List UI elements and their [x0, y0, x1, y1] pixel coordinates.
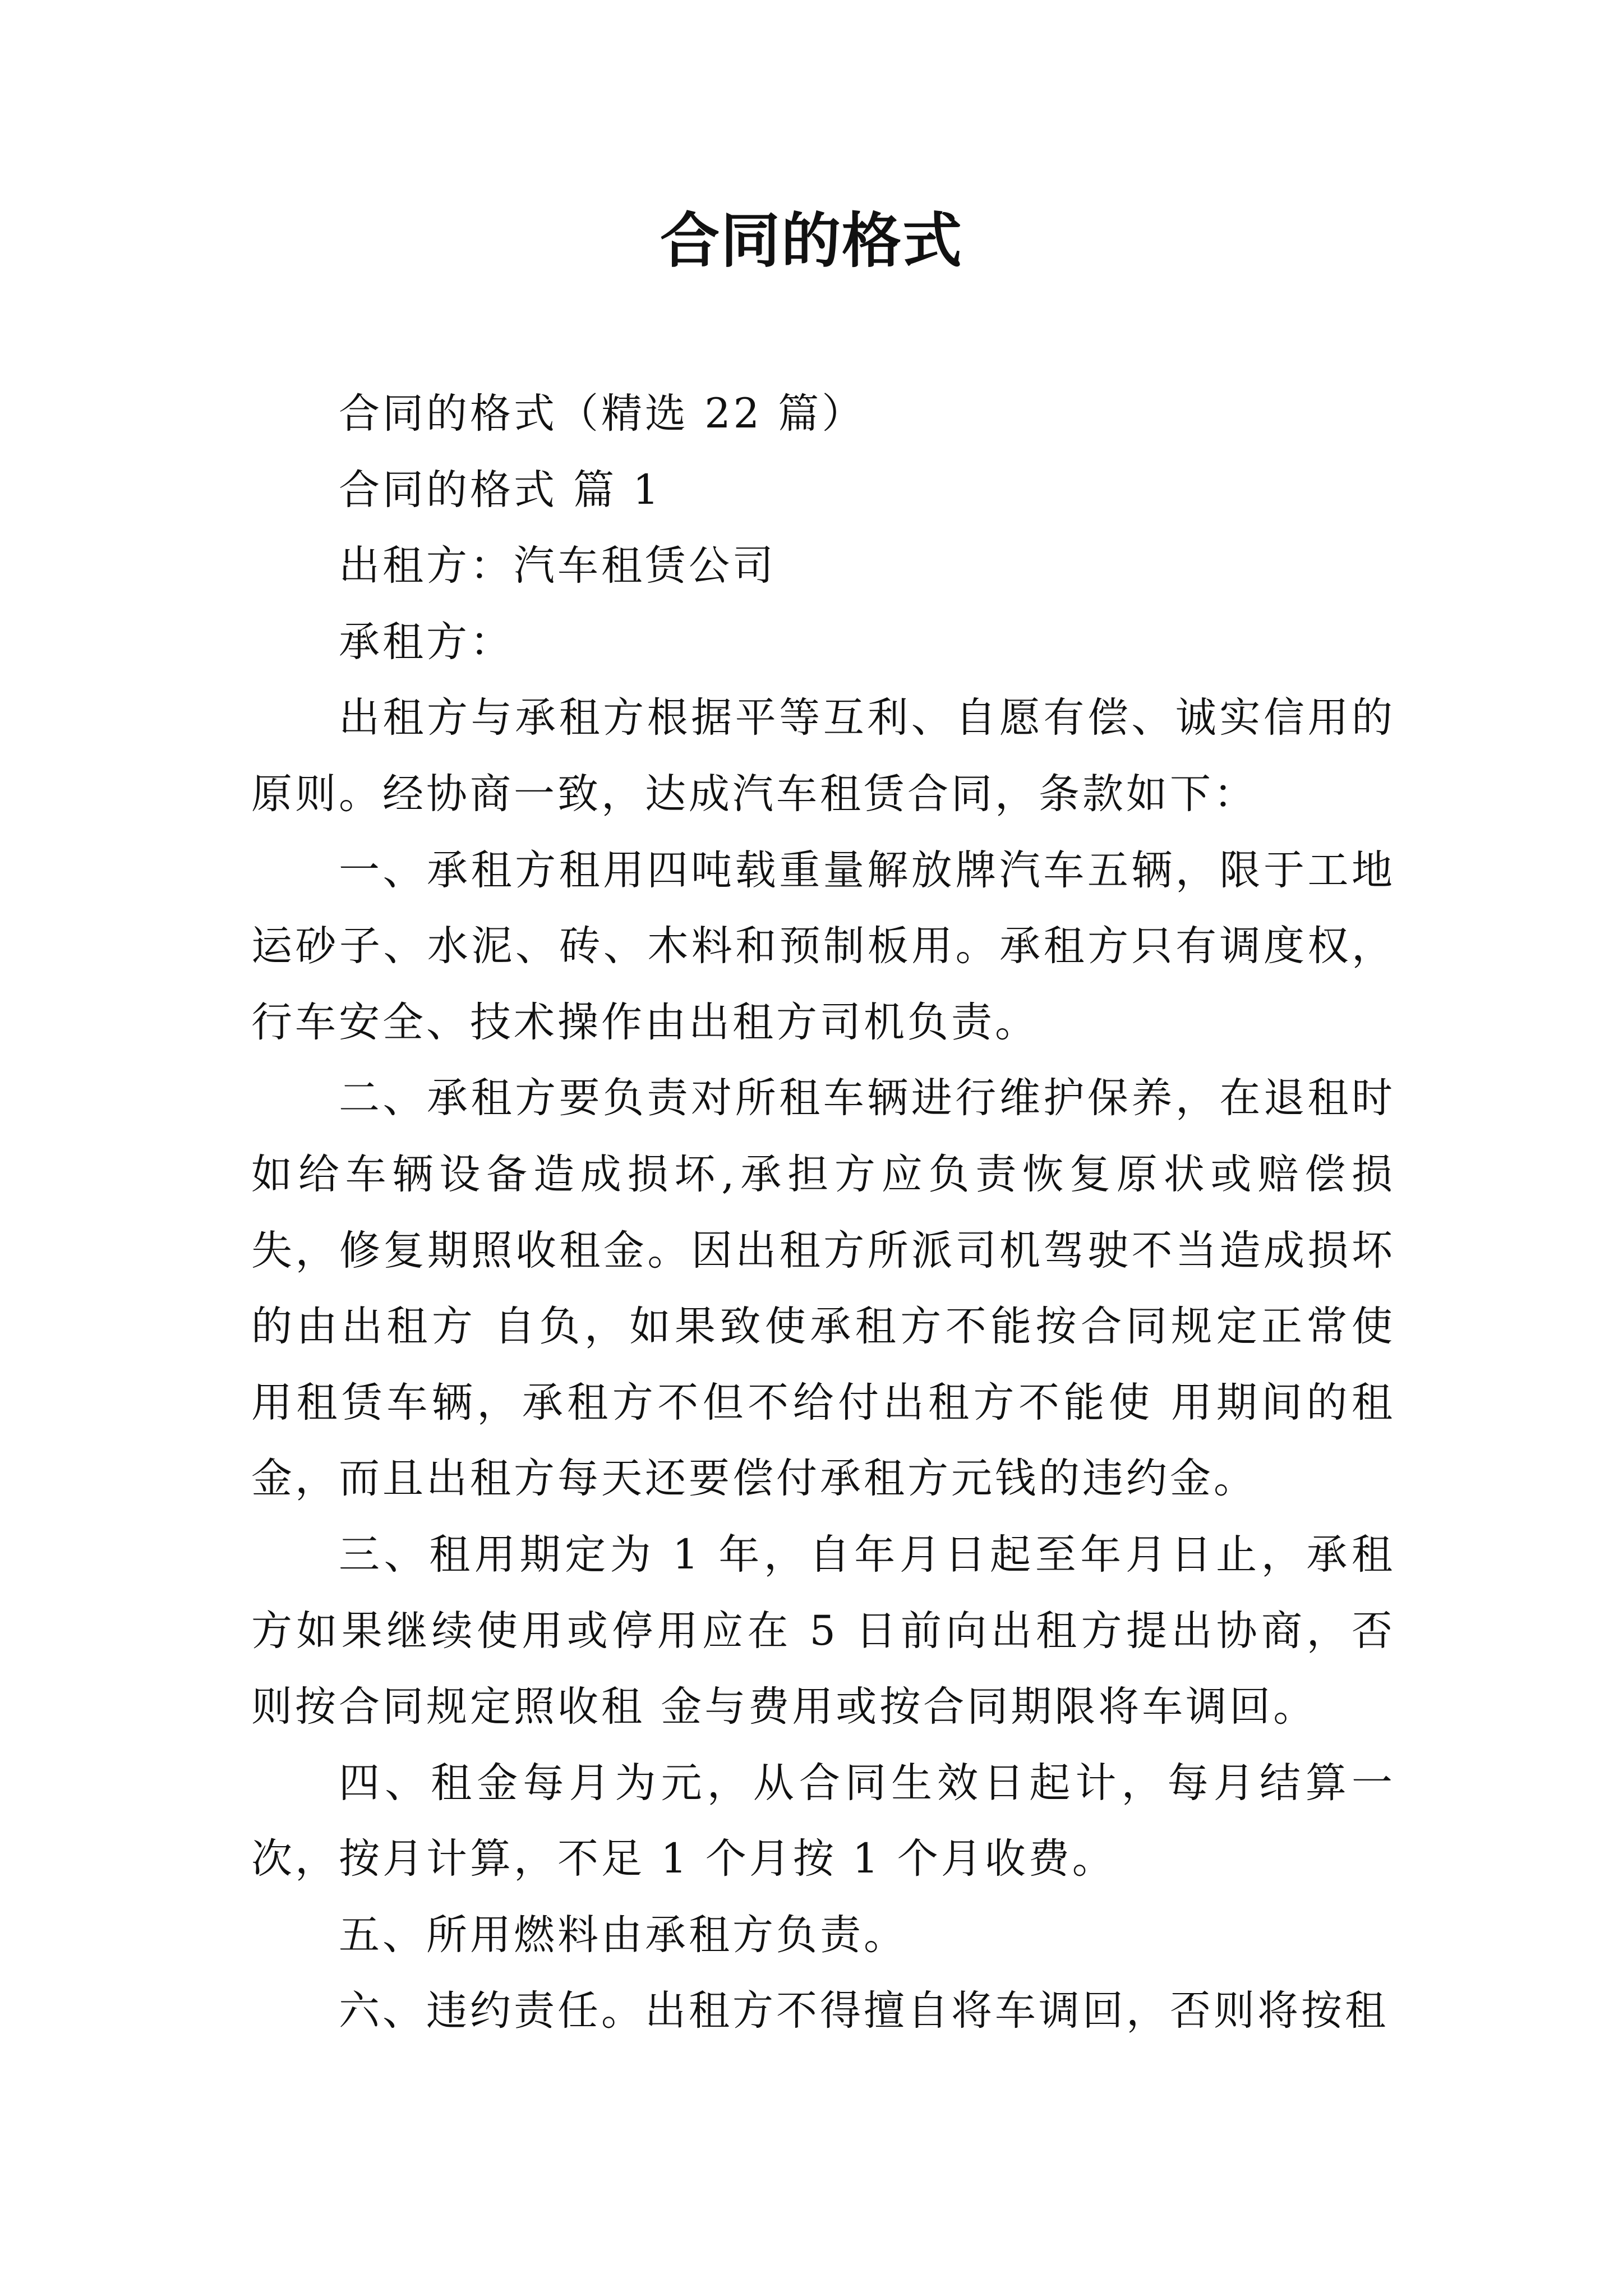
- paragraph-clause-3: 三、租用期定为 1 年，自年月日起至年月日止，承租方如果继续使用或停用应在 5 日前向出租方提出协商，否则按合同规定照收租 金与费用或按合同期限将车调回。: [251, 1530, 1395, 1731]
- document-title: 合同的格式: [660, 206, 963, 275]
- paragraph-clause-5: 五、所用燃料由承租方负责。: [339, 1911, 907, 1959]
- paragraph-clause-2: 二、承租方要负责对所租车辆进行维护保养，在退租时如给车辆设备造成损坏,承担方应负责恢复原状或赔偿损失，修复期照收租金。因出租方所派司机驾驶不当造成损坏的由出租方 自负，如果致使承租方不能按合同规定正常使用租赁车辆，承租方不但不给付出租方不能使 用期间的租金，而且出租方每天还要偿付承租方元钱的违约金。: [251, 1074, 1395, 1503]
- paragraph-clause-1: 一、承租方租用四吨载重量解放牌汽车五辆，限于工地运砂子、水泥、砖、木料和预制板用。承租方只有调度权，行车安全、技术操作由出租方司机负责。: [251, 846, 1395, 1046]
- paragraph-section-heading: 合同的格式 篇 1: [339, 466, 662, 514]
- paragraph-lessor: 出租方：汽车租赁公司: [339, 542, 776, 590]
- paragraph-lessee: 承租方：: [339, 618, 514, 666]
- document-body: [251, 376, 1395, 2049]
- paragraph-preamble: 出租方与承租方根据平等互利、自愿有偿、诚实信用的原则。经协商一致，达成汽车租赁合同，条款如下：: [251, 694, 1395, 818]
- paragraph-clause-4: 四、租金每月为元，从合同生效日起计，每月结算一次，按月计算，不足 1 个月按 1 个月收费。: [251, 1759, 1395, 1883]
- paragraph-clause-6: 六、违约责任。出租方不得擅自将车调回，否则将按租: [339, 1987, 1389, 2035]
- paragraph-subtitle: 合同的格式（精选 22 篇）: [339, 390, 866, 438]
